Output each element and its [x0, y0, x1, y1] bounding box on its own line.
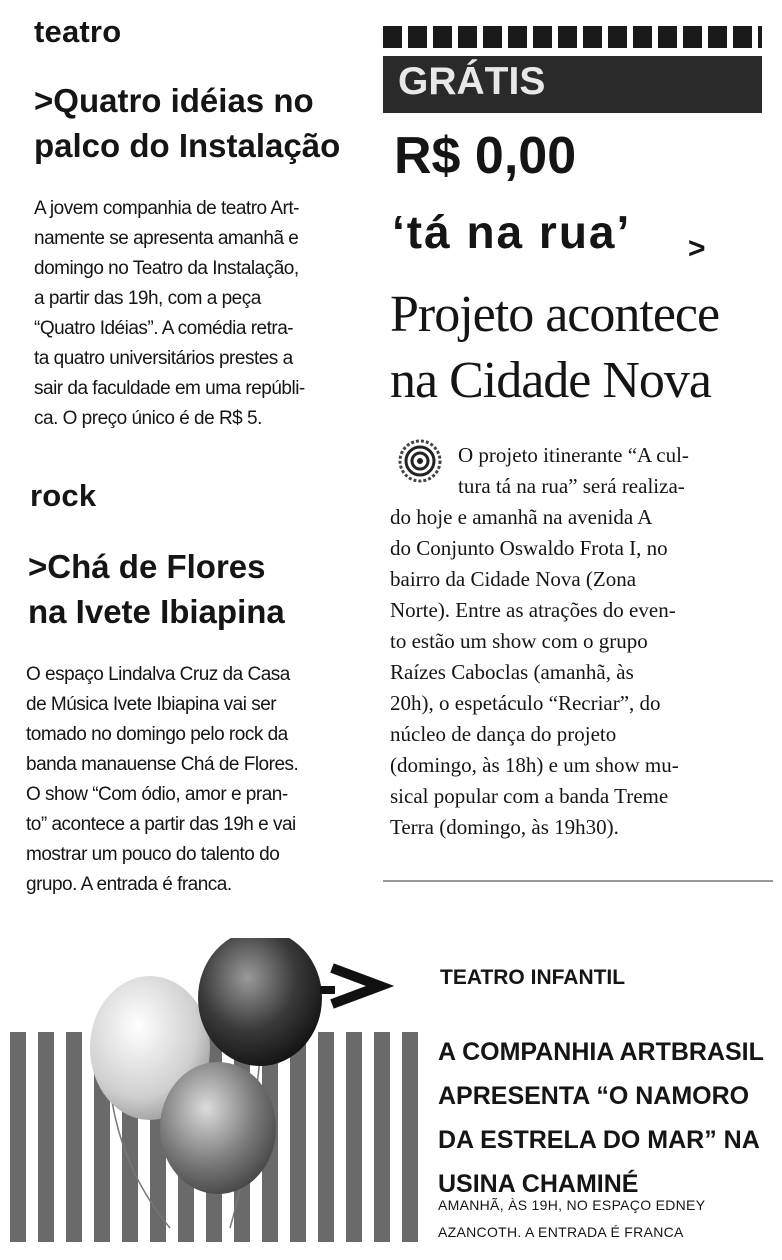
promo-headline-line: USINA CHAMINÉ	[438, 1170, 639, 1198]
rock-body-line: grupo. A entrada é franca.	[26, 874, 232, 895]
tagline: ‘tá na rua’	[392, 206, 632, 258]
theater-body-line: sair da faculdade em uma repúbli-	[34, 378, 305, 399]
theater-body-line: namente se apresenta amanhã e	[34, 228, 299, 249]
rock-body	[26, 660, 298, 900]
event-body-intro	[458, 440, 689, 502]
event-headline-line: na Cidade Nova	[390, 352, 712, 409]
event-body-line: Raízes Caboclas (amanhã, às	[390, 660, 634, 684]
theater-body-line: a partir das 19h, com a peça	[34, 288, 261, 309]
section-label-theater: teatro	[34, 14, 122, 49]
event-body-line: 20h), o espetáculo “Recriar”, do	[390, 691, 661, 715]
rock-body-line: tomado no domingo pelo rock da	[26, 724, 288, 745]
promo-headline-line: APRESENTA “O NAMORO	[438, 1082, 750, 1110]
theater-headline-line: >Quatro idéias no	[34, 82, 314, 119]
price-label: R$ 0,00	[394, 127, 577, 185]
event-headline-line: Projeto acontece	[390, 286, 720, 343]
theater-body-line: domingo no Teatro da Instalação,	[34, 258, 299, 279]
rock-headline	[28, 544, 285, 634]
arrow-icon: >	[688, 232, 706, 265]
promo-headline-line: DA ESTRELA DO MAR” NA	[438, 1126, 760, 1154]
promo-headline	[438, 1030, 764, 1206]
event-body-line: (domingo, às 18h) e um show mu-	[390, 753, 679, 777]
theater-headline-line: palco do Instalação	[34, 127, 341, 164]
event-body-line: bairro da Cidade Nova (Zona	[390, 567, 637, 591]
event-body-line: O projeto itinerante “A cul-	[458, 443, 689, 467]
theater-body-line: ca. O preço único é de R$ 5.	[34, 408, 262, 429]
rock-body-line: O show “Com ódio, amor e pran-	[26, 784, 288, 805]
free-banner-label: GRÁTIS	[398, 60, 546, 103]
event-body-line: tura tá na rua” será realiza-	[458, 474, 685, 498]
rock-body-line: banda manauense Chá de Flores.	[26, 754, 299, 775]
promo-details	[438, 1192, 705, 1246]
theater-headline	[34, 78, 340, 168]
rock-body-line: O espaço Lindalva Cruz da Casa	[26, 664, 290, 685]
event-body-line: Terra (domingo, às 19h30).	[390, 815, 619, 839]
promo-details-line: AZANCOTH. A ENTRADA É FRANCA	[438, 1224, 684, 1240]
divider	[383, 880, 773, 882]
rock-body-line: mostrar um pouco do talento do	[26, 844, 280, 865]
theater-body-line: “Quatro Idéias”. A comédia retra-	[34, 318, 294, 339]
event-body	[390, 502, 679, 843]
rock-headline-line: na Ivete Ibiapina	[28, 593, 285, 630]
promo-headline-line: A COMPANHIA ARTBRASIL	[438, 1038, 764, 1066]
event-body-line: Norte). Entre as atrações do even-	[390, 598, 676, 622]
promo-details-line: AMANHÃ, ÀS 19H, NO ESPAÇO EDNEY	[438, 1197, 706, 1213]
balloons-illustration	[80, 938, 400, 1238]
theater-body-line: ta quatro universitários prestes a	[34, 348, 293, 369]
rock-headline-line: >Chá de Flores	[28, 548, 266, 585]
event-body-line: núcleo de dança do projeto	[390, 722, 617, 746]
theater-body	[34, 194, 305, 434]
rock-body-line: de Música Ivete Ibiapina vai ser	[26, 694, 277, 715]
rock-body-line: to” acontece a partir das 19h e vai	[26, 814, 296, 835]
section-label-rock: rock	[30, 478, 97, 513]
decorative-stripe-bar	[383, 26, 762, 48]
event-body-line: to estão um show com o grupo	[390, 629, 648, 653]
event-body-line: do Conjunto Oswaldo Frota I, no	[390, 536, 668, 560]
event-headline	[390, 282, 719, 414]
target-icon	[398, 439, 442, 483]
theater-body-line: A jovem companhia de teatro Art-	[34, 198, 299, 219]
promo-section-label: TEATRO INFANTIL	[440, 966, 626, 989]
event-body-line: sical popular com a banda Treme	[390, 784, 669, 808]
event-body-line: do hoje e amanhã na avenida A	[390, 505, 653, 529]
